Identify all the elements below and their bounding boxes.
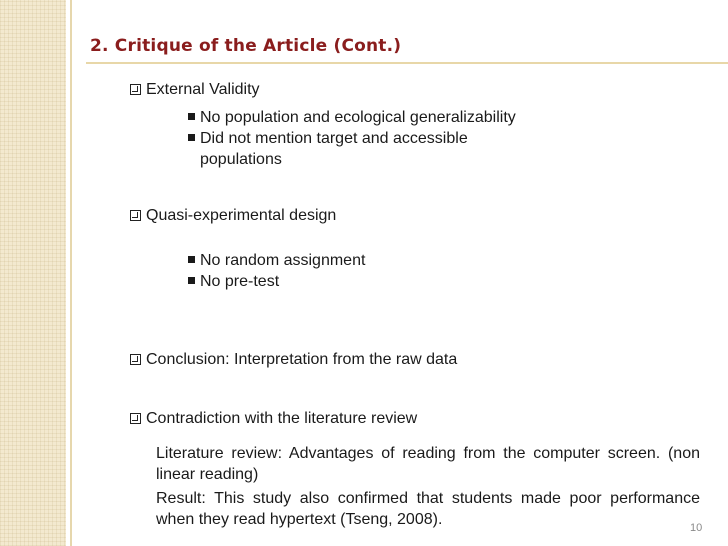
square-bullet-icon bbox=[188, 277, 195, 284]
bullet-label: Contradiction with the literature review bbox=[146, 410, 418, 427]
sub-bullet-continuation: populations bbox=[200, 151, 282, 168]
literature-review-paragraph: Literature review: Advantages of reading from the computer screen. (non linear reading) bbox=[156, 445, 700, 483]
sub-bullet-item: Did not mention target and accessible bbox=[188, 129, 468, 149]
bullet-label: Conclusion: Interpretation from the raw data bbox=[146, 351, 458, 368]
checkbox-bullet-icon bbox=[130, 413, 141, 424]
bullet-label: Quasi-experimental design bbox=[146, 207, 337, 224]
bullet-label: External Validity bbox=[146, 81, 260, 98]
title-divider bbox=[86, 62, 728, 64]
square-bullet-icon bbox=[188, 113, 195, 120]
slide-title: 2. Critique of the Article (Cont.) bbox=[90, 36, 402, 56]
bullet-quasi-experimental bbox=[130, 206, 336, 226]
sub-bullet-item: No pre-test bbox=[188, 272, 279, 292]
checkbox-bullet-icon bbox=[130, 84, 141, 95]
sub-bullet-item: No population and ecological generalizability bbox=[188, 108, 516, 128]
decorative-side-band bbox=[0, 0, 66, 546]
bullet-conclusion bbox=[130, 350, 457, 370]
checkbox-bullet-icon bbox=[130, 210, 141, 221]
result-paragraph: Result: This study also confirmed that students made poor performance when they read hypertext (Tseng, 2008). bbox=[156, 490, 700, 528]
checkbox-bullet-icon bbox=[130, 354, 141, 365]
square-bullet-icon bbox=[188, 134, 195, 141]
sub-bullet-item: No random assignment bbox=[188, 251, 365, 271]
bullet-contradiction bbox=[130, 409, 430, 429]
bullet-external-validity bbox=[130, 80, 260, 100]
page-number: 10 bbox=[690, 522, 703, 534]
decorative-side-rule bbox=[70, 0, 72, 546]
square-bullet-icon bbox=[188, 256, 195, 263]
